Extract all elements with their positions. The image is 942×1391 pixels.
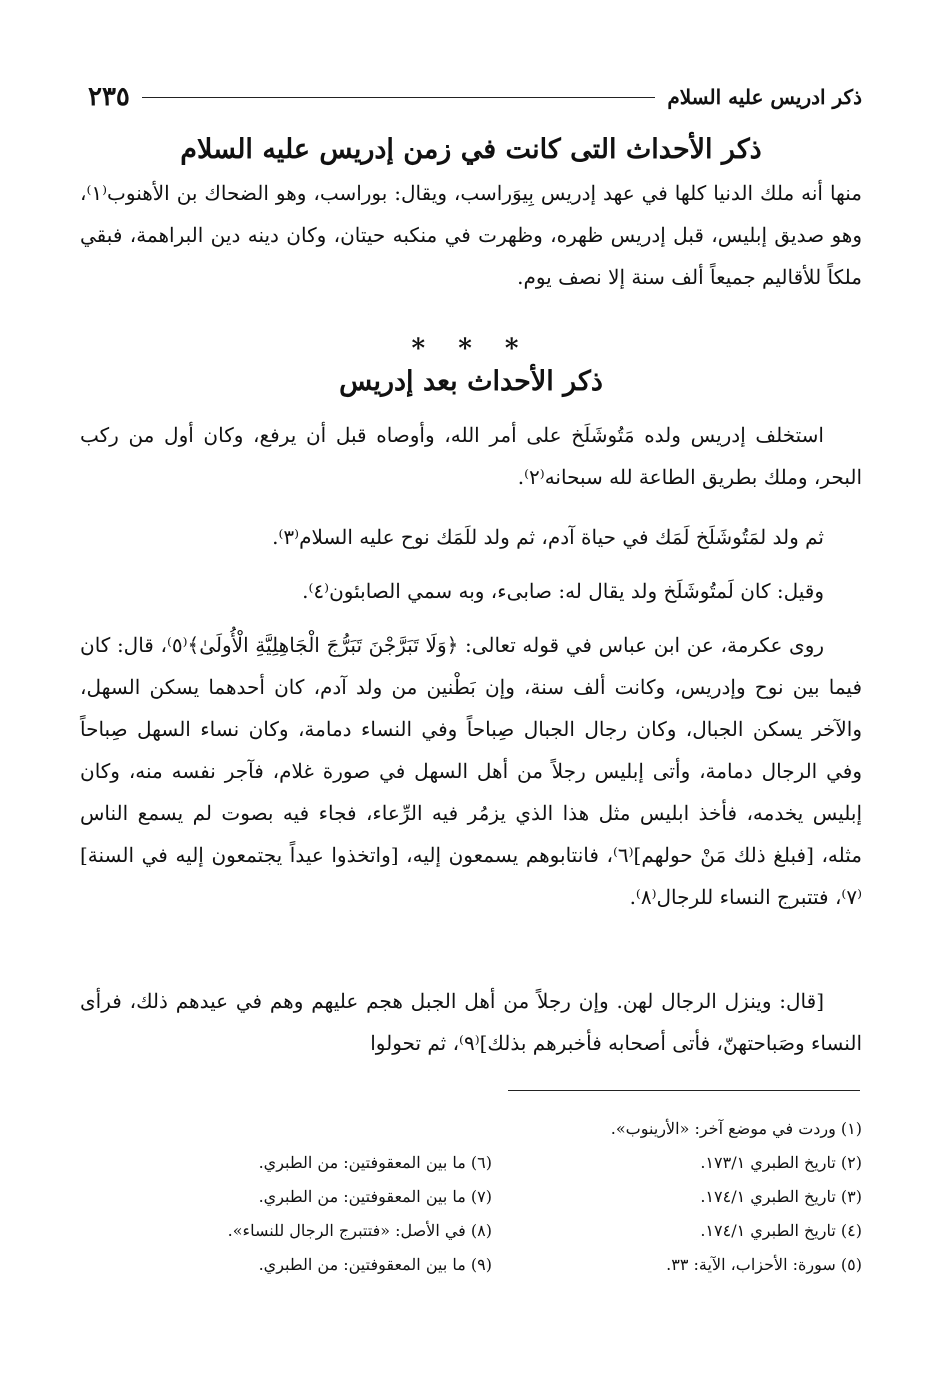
paragraph-1: منها أنه ملك الدنيا كلها في عهد إدريس بِيوَراسب، ويقال: بوراسب، وهو الضحاك بن الأهنوب⁽١⁾، وهو صديق إبليس، قبل إدريس ظهره، وظهرت في منكبه حيتان، وكان دينه دين البراهمة، فبقي ملكاً للأقاليم جميعاً ألف سنة إلا نصف يوم. xyxy=(80,181,862,289)
header-rule xyxy=(142,97,655,98)
footnotes-right-column xyxy=(502,1112,862,1282)
page-number: ٢٣٥ xyxy=(88,82,130,112)
footnote-1: (١) وردت في موضع آخر: «الأرينوب». xyxy=(610,1119,862,1138)
running-title: ذكر ادريس عليه السلام xyxy=(667,85,862,109)
footnote-2: (٢) تاريخ الطبري ١٧٣/١. xyxy=(700,1153,862,1172)
footnote-5: (٥) سورة: الأحزاب، الآية: ٣٣. xyxy=(666,1255,862,1274)
footnote-rule xyxy=(508,1090,860,1091)
section-heading-2: ذكر الأحداث بعد إدريس xyxy=(339,366,603,397)
paragraph-6: [قال: وينزل الرجال لهن. وإن رجلاً من أهل الجبل هجم عليهم وهم في عيدهم ذلك، فرأى النساء وصَباحتهنّ، فأتى أصحابه فأخبرهم بذلك]⁽٩⁾، ثم تحولوا xyxy=(80,989,862,1055)
footnote-9: (٩) ما بين المعقوفتين: من الطبري. xyxy=(258,1255,492,1274)
footnote-8: (٨) في الأصل: «فتتبرج الرجال للنساء». xyxy=(227,1221,492,1240)
footnotes-left-column xyxy=(132,1146,492,1282)
footnote-7: (٧) ما بين المعقوفتين: من الطبري. xyxy=(258,1187,492,1206)
paragraph-3: ثم ولد لمَتُوشَلَخ لَمَك في حياة آدم، ثم ولد للَمَك نوح عليه السلام⁽٣⁾. xyxy=(272,525,824,549)
section-heading-1: ذكر الأحداث التى كانت في زمن إدريس عليه السلام xyxy=(180,134,762,165)
footnote-3: (٣) تاريخ الطبري ١٧٤/١. xyxy=(700,1187,862,1206)
running-header xyxy=(88,80,862,114)
paragraph-4: وقيل: كان لَمتُوشَلَخ ولد يقال له: صابىء، وبه سمي الصابئون⁽٤⁾. xyxy=(302,579,824,603)
footnote-6: (٦) ما بين المعقوفتين: من الطبري. xyxy=(258,1153,492,1172)
section-separator: * * * xyxy=(411,334,531,364)
paragraph-2: استخلف إدريس ولده مَتُوشَلَخ على أمر الله، وأوصاه قبل أن يرفع، وكان أول من ركب البحر، وملك بطريق الطاعة لله سبحانه⁽٢⁾. xyxy=(80,423,862,489)
paragraph-5: روى عكرمة، عن ابن عباس في قوله تعالى: ﴿وَلَا تَبَرَّجْنَ تَبَرُّجَ الْجَاهِلِيَّةِ الْأُولَىٰ﴾⁽٥⁾، قال: كان فيما بين نوح وإدريس، وكانت ألف سنة، وإن بَطْنين من ولد آدم، كان أحدهما يسكن السهل، والآخر يسكن الجبال، وكان رجال الجبال صِباحاً وفي النساء دمامة، وكان نساء السهل صِباحاً وفي الرجال دمامة، وأتى إبليس رجلاً من أهل السهل في صورة غلام، فآجر نفسه منه، وكان إبليس يخدمه، فأخذ ابليس مثل هذا الذي يزمُر فيه الرِّعاء، فجاء فيه بصوت لم يسمع الناس مثله، [فبلغ ذلك مَنْ حولهم]⁽٦⁾، فانتابوهم يسمعون إليه، [واتخذوا عيداً يجتمعون إليه في السنة]⁽٧⁾، فتتبرج النساء للرجال⁽٨⁾. xyxy=(80,633,863,909)
footnote-4: (٤) تاريخ الطبري ١٧٤/١. xyxy=(700,1221,862,1240)
